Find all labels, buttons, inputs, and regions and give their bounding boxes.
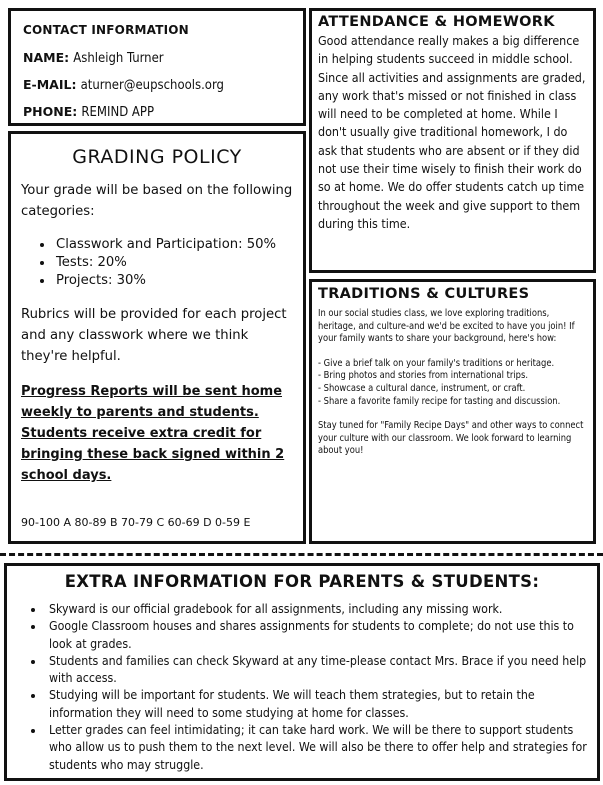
extra-info-box	[4, 563, 600, 781]
name-label: NAME:	[23, 50, 70, 65]
grading-categories	[21, 236, 293, 290]
contact-phone-row	[23, 104, 291, 120]
email-label: E-MAIL:	[23, 77, 77, 92]
contact-info-box	[8, 8, 306, 126]
contact-name-row	[23, 50, 291, 66]
progress-report-note: Progress Reports will be sent home weekly to parents and students. Students receive extra credit for bringing these back signed within 2 school days.	[21, 384, 285, 483]
extra-item: • Students and families can check Skyward at any time-please contact Mrs. Brace if you need help with access.	[45, 653, 589, 688]
traditions-item: - Give a brief talk on your family's traditions or heritage.	[318, 357, 555, 369]
traditions-intro: In our social studies class, we love exploring traditions, heritage, and culture-and we'd be excited to have you join! If your family wants to share your background, here's how:	[318, 308, 575, 345]
extra-title: EXTRA INFORMATION FOR PARENTS & STUDENTS:	[64, 572, 540, 591]
traditions-item: - Showcase a cultural dance, instrument, or craft.	[318, 382, 526, 394]
attendance-homework-box	[309, 8, 596, 273]
traditions-closing: Stay tuned for "Family Recipe Days" and other ways to connect your culture with our classroom. We look forward to learning about you!	[318, 420, 584, 457]
extra-item: • Studying will be important for students. We will teach them strategies, but to retain the information they will need to some studying at home for classes.	[45, 687, 589, 722]
extra-item: • Letter grades can feel intimidating; it can take hard work. We will be there to support students who allow us to push them to the next level. We will also be there to offer help and strategies for students who may struggle.	[45, 722, 589, 774]
rubrics-text: Rubrics will be provided for each project and any classwork where we think they're helpful.	[21, 307, 287, 364]
name-value: Ashleigh Turner	[73, 51, 164, 66]
extra-item: • Google Classroom houses and shares assignments for students to complete; do not use this to look at grades.	[45, 618, 589, 653]
dashed-divider	[0, 553, 603, 556]
phone-label: PHONE:	[23, 104, 78, 119]
grading-category: • Classwork and Participation: 50%	[54, 236, 293, 254]
email-value: aturner@eupschools.org	[80, 78, 224, 93]
grading-scale: 90-100 A 80-89 B 70-79 C 60-69 D 0-59 E	[21, 516, 251, 529]
grading-intro: Your grade will be based on the following categories:	[21, 183, 293, 219]
traditions-title: TRADITIONS & CULTURES	[318, 286, 530, 302]
contact-email-row	[23, 77, 291, 93]
attendance-body: Good attendance really makes a big difference in helping students succeed in middle school. Since all activities and assignments are graded, any work that's missed or not finished in class will need to be completed at home. While I don't usually give traditional homework, I do ask that students who are absent or if they did not use their time wisely to finish their work do so at home. We do offer students catch up time throughout the week and give support to them during this time.	[318, 33, 586, 231]
grading-category: • Tests: 20%	[54, 254, 293, 272]
extra-item: • Skyward is our official gradebook for all assignments, including any missing work.	[45, 601, 589, 618]
contact-title: CONTACT INFORMATION	[23, 23, 189, 37]
grading-category: • Projects: 30%	[54, 272, 293, 290]
traditions-item: - Bring photos and stories from international trips.	[318, 370, 528, 382]
traditions-list	[318, 358, 587, 408]
phone-value: REMIND APP	[81, 105, 155, 120]
extra-list	[15, 601, 589, 774]
grading-title: GRADING POLICY	[72, 146, 242, 168]
attendance-title: ATTENDANCE & HOMEWORK	[318, 14, 555, 30]
traditions-item: - Share a favorite family recipe for tasting and discussion.	[318, 395, 561, 407]
grading-policy-box	[8, 131, 306, 544]
traditions-cultures-box	[309, 279, 596, 544]
